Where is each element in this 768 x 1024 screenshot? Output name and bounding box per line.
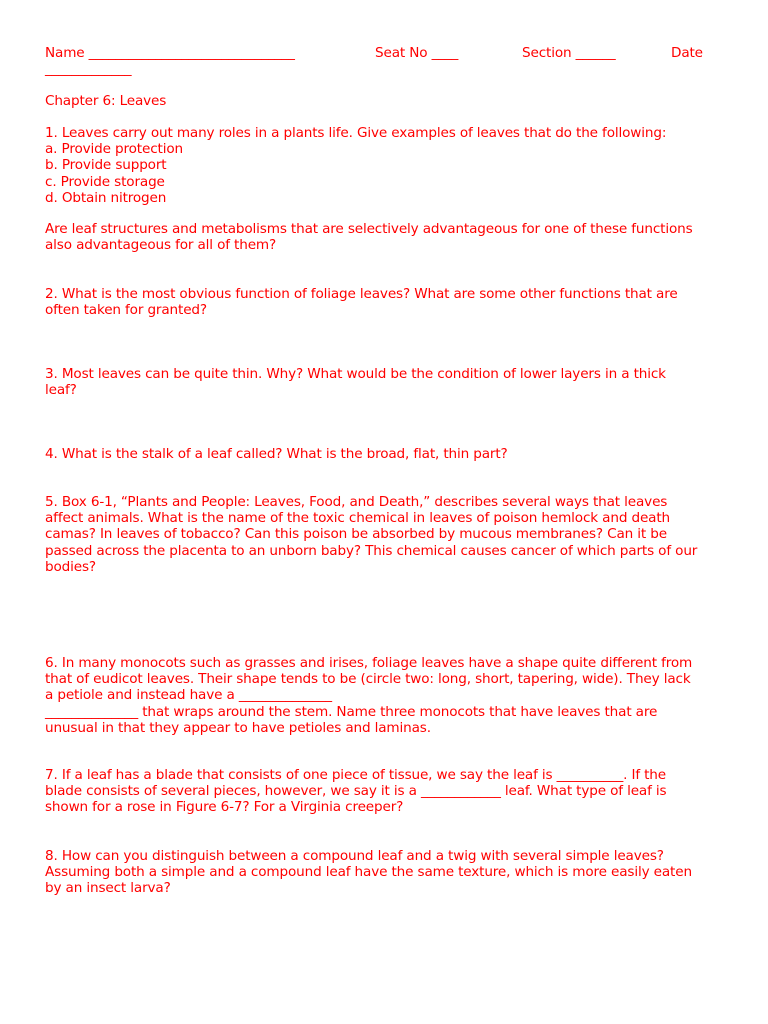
question-line: a petiole and instead have a ______________	[45, 687, 332, 704]
question-6	[45, 655, 745, 736]
answer-option: b. Provide support	[45, 157, 167, 174]
question-2	[45, 286, 745, 318]
date-field: Date	[671, 45, 703, 61]
question-4	[45, 446, 745, 462]
question-line: leaf?	[45, 382, 77, 399]
question-line: unusual in that they appear to have petioles and laminas.	[45, 719, 431, 736]
question-line: bodies?	[45, 558, 96, 575]
answer-option: d. Obtain nitrogen	[45, 189, 167, 206]
chapter-title: Chapter 6: Leaves	[45, 93, 167, 109]
question-line: passed across the placenta to an unborn baby? This chemical causes cancer of which parts of our	[45, 542, 698, 559]
question-line: also advantageous for all of them?	[45, 237, 277, 254]
question-line: blade consists of several pieces, however, we say it is a ____________ leaf. What type of leaf is	[45, 783, 667, 800]
question-line: shown for a rose in Figure 6-7? For a Virginia creeper?	[45, 799, 404, 816]
seat-number-field: Seat No ____	[375, 45, 459, 61]
section-field: Section ______	[522, 45, 616, 61]
question-line: often taken for granted?	[45, 302, 207, 319]
question-line: 7. If a leaf has a blade that consists of one piece of tissue, we say the leaf is __________. If the	[45, 767, 666, 783]
answer-option: c. Provide storage	[45, 173, 165, 190]
question-line: 4. What is the stalk of a leaf called? What is the broad, flat, thin part?	[45, 446, 508, 462]
date-blank: _____________	[45, 61, 132, 77]
question-8	[45, 848, 745, 897]
answer-option: a. Provide protection	[45, 141, 183, 158]
question-line: 1. Leaves carry out many roles in a plants life. Give examples of leaves that do the following:	[45, 125, 667, 141]
question-1	[45, 125, 745, 206]
question-line: that of eudicot leaves. Their shape tends to be (circle two: long, short, tapering, wide). They lack	[45, 671, 691, 688]
question-line: 3. Most leaves can be quite thin. Why? What would be the condition of lower layers in a thick	[45, 366, 666, 382]
question-5	[45, 494, 745, 575]
question-line: 2. What is the most obvious function of foliage leaves? What are some other functions that are	[45, 286, 678, 302]
question-line: Assuming both a simple and a compound leaf have the same texture, which is more easily eaten	[45, 864, 692, 881]
question-line: 5. Box 6-1, “Plants and People: Leaves, Food, and Death,” describes several ways that leaves	[45, 494, 668, 510]
question-1-followup	[45, 221, 745, 253]
question-line: by an insect larva?	[45, 880, 171, 897]
question-line: camas? In leaves of tobacco? Can this poison be absorbed by mucous membranes? Can it be	[45, 526, 667, 543]
name-field: Name _______________________________	[45, 45, 295, 61]
question-line: 8. How can you distinguish between a compound leaf and a twig with several simple leaves?	[45, 848, 664, 864]
question-line: affect animals. What is the name of the toxic chemical in leaves of poison hemlock and death	[45, 510, 671, 527]
question-line: ______________ that wraps around the stem. Name three monocots that have leaves that are	[45, 703, 658, 720]
question-3	[45, 366, 745, 398]
question-7	[45, 767, 745, 816]
question-line: Are leaf structures and metabolisms that are selectively advantageous for one of these functions	[45, 221, 693, 237]
question-line: 6. In many monocots such as grasses and irises, foliage leaves have a shape quite different from	[45, 655, 693, 671]
